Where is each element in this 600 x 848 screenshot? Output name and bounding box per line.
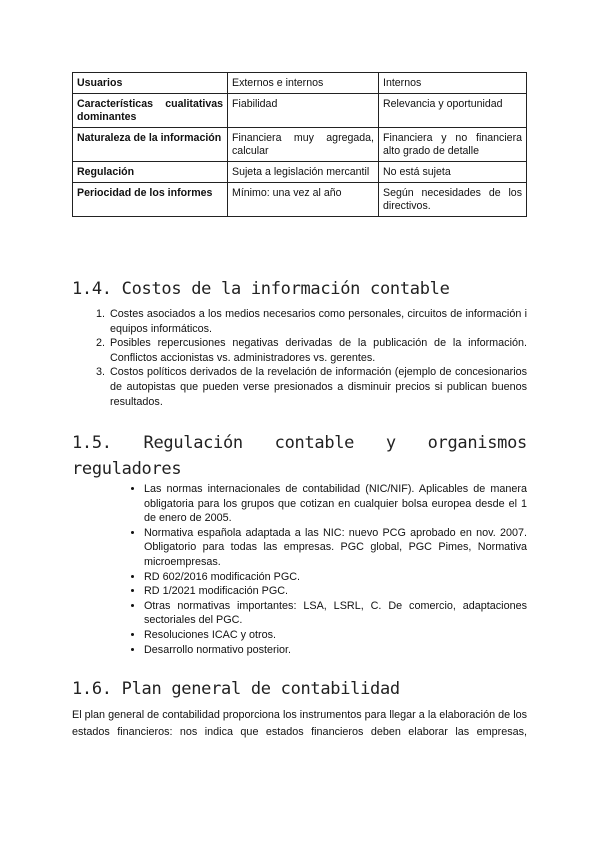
heading-word: Regulación <box>143 433 243 453</box>
table-cell: Fiabilidad <box>228 94 379 128</box>
comparison-table <box>72 72 527 217</box>
table-cell: No está sujeta <box>379 162 527 183</box>
list-item: 3. Costos políticos derivados de la revelación de información (ejemplo de concesionarios de autopistas que pueden verse presionados a disminuir precios si publican buenos resultados. <box>108 365 527 409</box>
heading-word: 1.5. <box>72 433 112 453</box>
section-heading-1-4: 1.4. Costos de la información contable <box>72 279 450 299</box>
list-item: • RD 602/2016 modificación PGC. <box>144 570 527 585</box>
table-cell: Periocidad de los informes <box>73 183 228 217</box>
body-paragraph: El plan general de contabilidad proporciona los instrumentos para llegar a la elaboración de los estados financieros: nos indica que estados financieros deben elaborar las empresas, <box>72 709 527 738</box>
list-item: • Normativa española adaptada a las NIC: nuevo PCG aprobado en nov. 2007. Obligatorio para todas las empresas. PGC global, PGC Pimes, Normativa microempresas. <box>144 526 527 570</box>
list-item: • Desarrollo normativo posterior. <box>144 643 527 658</box>
table-row <box>73 162 527 183</box>
list-item: • RD 1/2021 modificación PGC. <box>144 584 527 599</box>
costs-list <box>72 307 527 409</box>
table-row <box>73 128 527 162</box>
list-item: • Resoluciones ICAC y otros. <box>144 628 527 643</box>
heading-word: y <box>385 433 396 453</box>
heading-line-2: reguladores <box>72 459 182 479</box>
regulation-list <box>126 482 527 657</box>
table-cell: Mínimo: una vez al año <box>228 183 379 217</box>
list-item: • Las normas internacionales de contabilidad (NIC/NIF). Aplicables de manera obligatoria para los grupos que cotizan en cualquier bolsa europea desde el 1 de enero de 2005. <box>144 482 527 526</box>
table-cell: Externos e internos <box>228 73 379 94</box>
list-item: 1. Costes asociados a los medios necesarios como personales, circuitos de información i equipos informáticos. <box>108 307 527 336</box>
heading-word: contable <box>274 433 355 453</box>
heading-line-1 <box>72 430 527 456</box>
heading-word: organismos <box>427 433 527 453</box>
table-cell: Según necesidades de los directivos. <box>379 183 527 217</box>
table-cell: Naturaleza de la información <box>73 128 228 162</box>
table-cell: Financiera muy agregada, calcular <box>228 128 379 162</box>
table-row <box>73 183 527 217</box>
table-cell: Relevancia y oportunidad <box>379 94 527 128</box>
table-cell: Sujeta a legislación mercantil <box>228 162 379 183</box>
section-heading-1-6: 1.6. Plan general de contabilidad <box>72 679 400 699</box>
table-cell: Regulación <box>73 162 228 183</box>
list-item: 2. Posibles repercusiones negativas derivadas de la publicación de la información. Conflictos accionistas vs. administradores vs. gerentes. <box>108 336 527 365</box>
list-item: • Otras normativas importantes: LSA, LSRL, C. De comercio, adaptaciones sectoriales del PGC. <box>144 599 527 628</box>
table-cell: Financiera y no financiera alto grado de detalle <box>379 128 527 162</box>
table-row <box>73 73 527 94</box>
table-cell: Usuarios <box>73 73 228 94</box>
table-row <box>73 94 527 128</box>
table-cell: Internos <box>379 73 527 94</box>
table-cell: Características cualitativas dominantes <box>73 94 228 128</box>
section-heading-1-5 <box>72 430 527 482</box>
